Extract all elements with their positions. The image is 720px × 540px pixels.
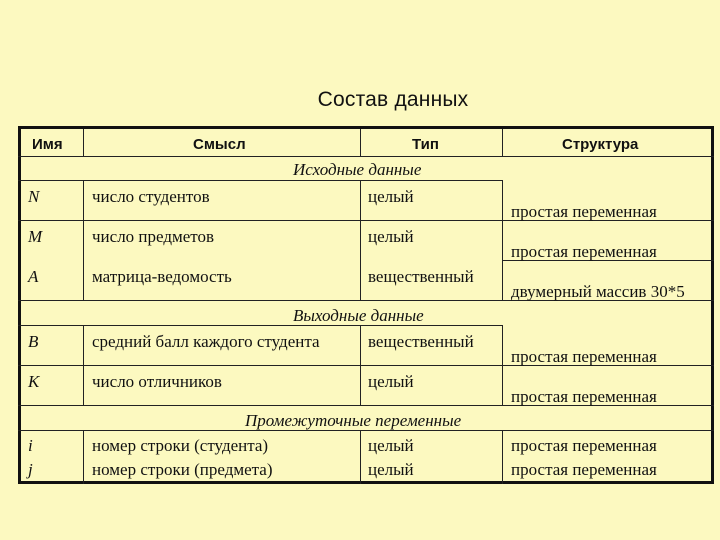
row-structure: двумерный массив 30*5 (511, 282, 685, 301)
row-structure: простая переменная (511, 242, 657, 261)
col-divider-1-header (83, 129, 84, 156)
row-divider (18, 180, 502, 181)
row-name: A (28, 267, 39, 286)
row-structure: простая переменная (511, 436, 657, 455)
page-title: Состав данных (317, 88, 469, 111)
row-type: целый (368, 227, 414, 246)
col-divider (502, 430, 503, 484)
col-divider (360, 180, 361, 220)
col-divider (83, 180, 84, 220)
col-divider-3-header (502, 129, 503, 156)
col-divider (360, 220, 361, 300)
section-intermediate-label: Промежуточные переменные (245, 411, 462, 430)
row-structure: простая переменная (511, 347, 657, 366)
row-structure: простая переменная (511, 460, 657, 479)
row-type: целый (368, 460, 414, 479)
header-divider (18, 156, 714, 157)
col-divider (83, 430, 84, 484)
col-divider-2-header (360, 129, 361, 156)
row-name: N (28, 187, 40, 206)
row-meaning: число отличников (92, 372, 222, 391)
row-meaning: число студентов (92, 187, 210, 206)
row-name: M (28, 227, 43, 246)
header-name: Имя (32, 136, 63, 153)
row-name: j (28, 460, 33, 479)
row-name: K (28, 372, 40, 391)
header-structure: Структура (562, 136, 639, 153)
row-type: вещественный (368, 332, 474, 351)
col-divider (360, 430, 361, 484)
row-type: целый (368, 372, 414, 391)
section-input-label: Исходные данные (293, 160, 422, 179)
row-name: B (28, 332, 39, 351)
row-meaning: средний балл каждого студента (92, 332, 320, 351)
row-structure: простая переменная (511, 387, 657, 406)
row-name: i (28, 436, 33, 455)
row-meaning: номер строки (студента) (92, 436, 269, 455)
row-type: целый (368, 436, 414, 455)
col-divider (83, 220, 84, 300)
row-meaning: матрица-ведомость (92, 267, 232, 286)
section-output-label: Выходные данные (293, 306, 424, 325)
row-meaning: число предметов (92, 227, 215, 246)
row-structure: простая переменная (511, 202, 657, 221)
row-type: целый (368, 187, 414, 206)
row-type: вещественный (368, 267, 474, 286)
col-divider (502, 180, 503, 300)
header-type: Тип (412, 136, 439, 153)
row-divider (18, 325, 502, 326)
header-meaning: Смысл (193, 136, 246, 153)
row-meaning: номер строки (предмета) (92, 460, 273, 479)
